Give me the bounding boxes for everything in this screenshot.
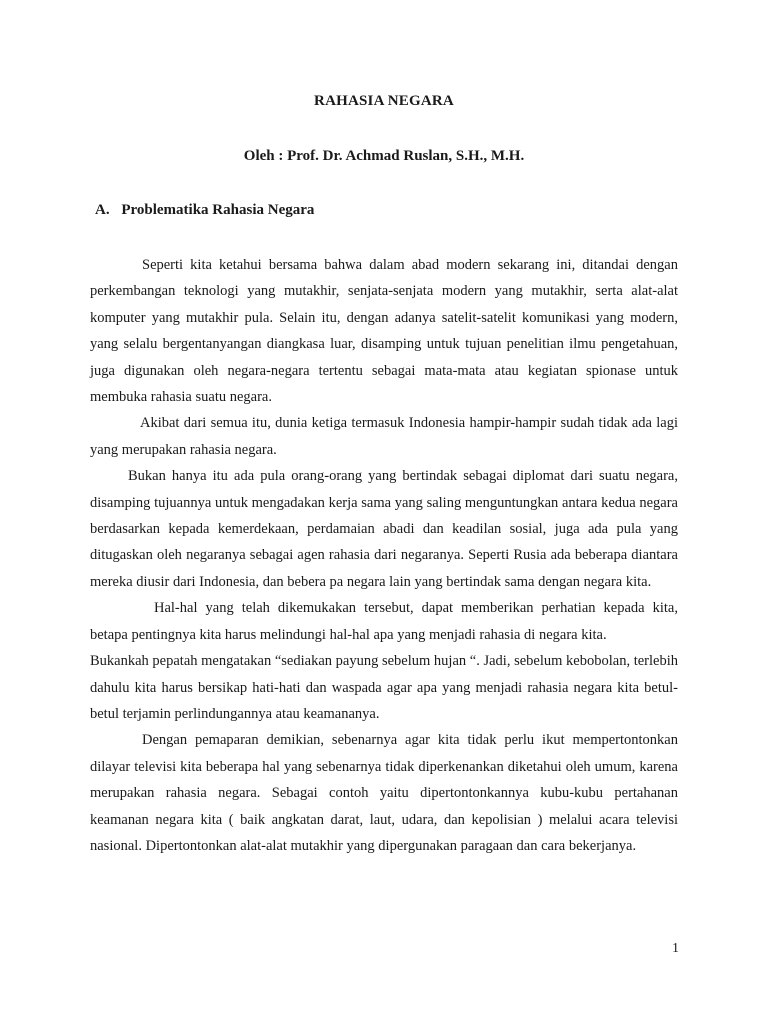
section-title: Problematika Rahasia Negara [121, 202, 315, 218]
paragraph: Akibat dari semua itu, dunia ketiga termasuk Indonesia hampir-hampir sudah tidak ada lagi yang merupakan rahasia negara. [90, 415, 678, 458]
paragraph: Dengan pemaparan demikian, sebenarnya agar kita tidak perlu ikut mempertontonkan dilayar televisi kita beberapa hal yang sebenarnya tidak diperkenankan diketahui oleh umum, karena merupakan rahasia negara. Sebagai contoh yaitu dipertontonkannya kubu-kubu pertahanan keamanan negara kita ( baik angkatan darat, laut, udara, dan kepolisian ) melalui acara televisi nasional. Dipertontonkan alat-alat mutakhir yang dipergunakan paragaan dan cara bekerjanya. [90, 732, 678, 854]
paragraph: Bukankah pepatah mengatakan “sediakan payung sebelum hujan “. Jadi, sebelum kebobolan, terlebih dahulu kita harus bersikap hati-hati dan waspada agar apa yang menjadi rahasia negara kita betul-betul terjamin perlindungannya atau keamananya. [90, 653, 678, 722]
document-title: RAHASIA NEGARA [314, 93, 454, 109]
section-number: A. [95, 202, 110, 218]
page-number: 1 [672, 941, 679, 956]
paragraph: Bukan hanya itu ada pula orang-orang yang bertindak sebagai diplomat dari suatu negara, disamping tujuannya untuk mengadakan kerja sama yang saling menguntungkan antara kedua negara berdasarkan kepada kemerdekaan, perdamaian abadi dan keadilan sosial, juga ada pula yang ditugaskan oleh negaranya sebagai agen rahasia dari negaranya. Seperti Rusia ada beberapa diantara mereka diusir dari Indonesia, dan bebera pa negara lain yang bertindak sama dengan negara kita. [90, 468, 678, 590]
body-text [90, 252, 678, 859]
document-author: Oleh : Prof. Dr. Achmad Ruslan, S.H., M.H. [243, 148, 525, 164]
section-heading [95, 202, 314, 219]
paragraph: Hal-hal yang telah dikemukakan tersebut, dapat memberikan perhatian kepada kita, betapa pentingnya kita harus melindungi hal-hal apa yang menjadi rahasia di negara kita. [90, 600, 678, 643]
paragraph: Seperti kita ketahui bersama bahwa dalam abad modern sekarang ini, ditandai dengan perkembangan teknologi yang mutakhir, senjata-senjata modern yang mutakhir, serta alat-alat komputer yang mutakhir pula. Selain itu, dengan adanya satelit-satelit komunikasi yang modern, yang selalu bergentanyangan diangkasa luar, disamping untuk tujuan penelitian ilmu pengetahuan, juga digunakan oleh negara-negara tertentu sebagai mata-mata atau kegiatan spionase untuk membuka rahasia suatu negara. [90, 257, 678, 406]
